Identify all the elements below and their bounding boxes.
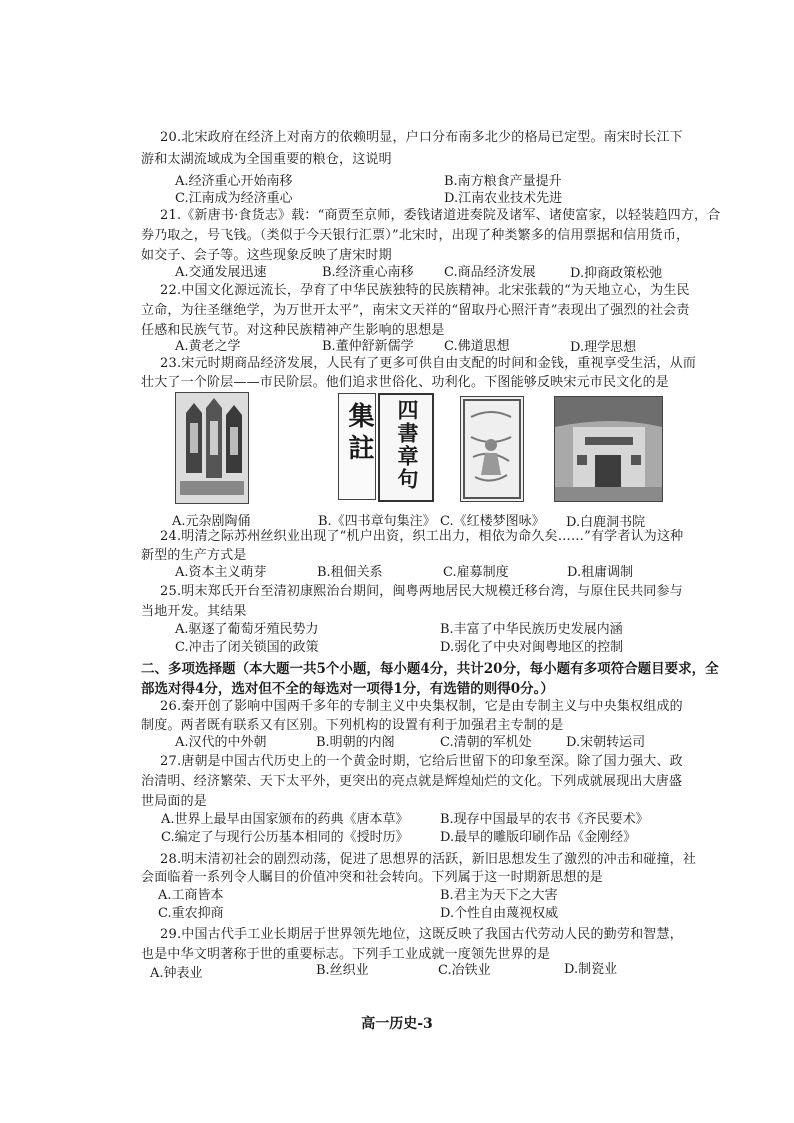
opera-figurines-icon	[176, 393, 248, 503]
q25-option-c: C.冲击了闭关锁国的政策	[175, 640, 319, 655]
page-footer: 高一历史-3	[361, 1016, 433, 1032]
q22-option-c: C.佛道思想	[444, 339, 510, 354]
q29-stem-line2: 也是中华文明著称于世的重要标志。下列手工业成就一度领先世界的是	[141, 947, 551, 962]
book-cover-title: 四書章句	[395, 399, 420, 491]
q28-option-b: B.君主为天下之大害	[440, 888, 558, 903]
q23-image-honglou-illustration	[460, 396, 524, 502]
q24-stem-line1: 24.明清之际苏州丝织业出现了“机户出资，织工出力，相依为命久矣……”有学者认为这种	[160, 529, 684, 544]
q21-stem-line3: 如交子、会子等。这些现象反映了唐宋时期	[141, 248, 392, 263]
q20-stem-line2: 游和太湖流域成为全国重要的粮仓，这说明	[141, 152, 392, 167]
q28-option-a: A.工商皆本	[158, 888, 224, 903]
q21-option-a: A.交通发展迅速	[175, 265, 267, 280]
q26-option-d: D.宋朝转运司	[566, 735, 646, 750]
q27-stem-line2: 治清明、经济繁荣、天下太平外，更突出的亮点就是辉煌灿烂的文化。下列成就展现出大唐盛	[141, 774, 683, 789]
q21-option-c: C.商品经济发展	[444, 265, 536, 280]
q20-option-d: D.江南农业技术先进	[444, 191, 563, 206]
q22-option-a: A.黄老之学	[175, 339, 241, 354]
illustration-icon	[461, 397, 523, 501]
q28-stem-line2: 会面临着一系列令人瞩目的价值冲突和社会转向。下列属于这一时期新思想的是	[141, 870, 604, 885]
q20-stem-line1: 20.北宋政府在经济上对南方的依赖明显，户口分布南多北少的格局已定型。南宋时长江下	[160, 130, 683, 145]
q22-stem-line2: 立命，为往圣继绝学，为万世开太平”，南宋文天祥的“留取丹心照汗青”表现出了强烈的社会责	[141, 303, 690, 318]
q27-stem-line3: 世局面的是	[141, 794, 208, 809]
q25-option-a: A.驱逐了葡萄牙殖民势力	[175, 622, 319, 637]
q28-option-d: D.个性自由蔑视权威	[440, 906, 559, 921]
q22-stem-line3: 任感和民族气节。对这种民族精神产生影响的思想是	[141, 323, 445, 338]
q27-option-d: D.最早的雕版印刷作品《金刚经》	[440, 830, 637, 845]
q24-option-b: B.租佃关系	[317, 565, 383, 580]
q29-option-b: B.丝织业	[316, 963, 369, 978]
q20-option-c: C.江南成为经济重心	[175, 191, 293, 206]
q27-option-c: C.编定了与现行公历基本相同的《授时历》	[161, 830, 409, 845]
q21-option-b: B.经济重心南移	[322, 265, 414, 280]
q28-stem-line1: 28.明末清初社会的剧烈动荡，促进了思想界的活跃，新旧思想发生了激烈的冲击和碰撞，社	[160, 852, 697, 867]
q23-option-d: D.白鹿洞书院	[566, 515, 646, 530]
q23-option-c: C.《红楼梦图咏》	[440, 514, 545, 529]
q23-stem-line2: 壮大了一个阶层——市民阶层。他们追求世俗化、功利化。下图能够反映宋元市民文化的是	[141, 375, 670, 390]
q20-option-b: B.南方粮食产量提升	[444, 174, 562, 189]
q25-option-d: D.弱化了中央对闽粤地区的控制	[440, 640, 624, 655]
q27-stem-line1: 27.唐朝是中国古代历史上的一个黄金时期，它给后世留下的印象至深。除了国力强大、政	[160, 754, 683, 769]
q21-option-d: D.抑商政策松弛	[570, 266, 663, 281]
q23-image-yuan-opera-figurines	[175, 392, 249, 504]
q23-stem-line1: 23.宋元时期商品经济发展，人民有了更多可供自由支配的时间和金钱，重视享受生活，从而	[160, 356, 697, 371]
q29-option-c: C.冶铁业	[438, 963, 491, 978]
q21-stem-line2: 券乃取之，号飞钱。（类似于今天银行汇票）”北宋时，出现了种类繁多的信用票据和信用货币，	[141, 228, 690, 243]
q28-option-c: C.重农抑商	[158, 906, 224, 921]
book-side-label: 集註	[344, 402, 374, 466]
q22-option-b: B.董仲舒新儒学	[322, 339, 414, 354]
q25-stem-line1: 25.明末郑氏开台至清初康熙治台期间，闽粤两地居民大规模迁移台湾，与原住民共同参与	[160, 584, 683, 599]
q23-image-book-side-label	[338, 393, 376, 500]
q26-option-b: B.明朝的内阁	[316, 735, 395, 750]
q22-option-d: D.理学思想	[570, 340, 637, 355]
q27-option-a: A.世界上最早由国家颁布的药典《唐本草》	[161, 812, 409, 827]
section2-header-line2: 部选对得4分，选对但不全的每选对一项得1分，有选错的则得0分。）	[141, 681, 554, 697]
q29-stem-line1: 29.中国古代手工业长期居于世界领先地位，这既反映了我国古代劳动人民的勤劳和智慧，	[160, 927, 683, 942]
q22-stem-line1: 22.中国文化源远流长，孕育了中华民族独特的民族精神。北宋张载的“为天地立心，为生民	[160, 283, 690, 298]
q23-image-bailudong-academy	[554, 396, 663, 502]
q20-option-a: A.经济重心开始南移	[175, 174, 293, 189]
q24-option-a: A.资本主义萌芽	[175, 565, 267, 580]
academy-gate-icon	[555, 397, 662, 501]
q26-option-a: A.汉代的中外朝	[175, 735, 267, 750]
q23-option-a: A.元杂剧陶俑	[172, 514, 251, 529]
section2-header-line1: 二、多项选择题（本大题一共5个小题，每小题4分，共计20分，每小题有多项符合题目要求，全	[141, 661, 719, 677]
q29-option-a: A.钟表业	[150, 966, 203, 981]
q27-option-b: B.现存中国最早的农书《齐民要术》	[440, 812, 649, 827]
q26-option-c: C.清朝的军机处	[440, 735, 532, 750]
q25-option-b: B.丰富了中华民族历史发展内涵	[440, 622, 623, 637]
q26-stem-line2: 制度。两者既有联系又有区别。下列机构的设置有利于加强君主专制的是	[141, 718, 564, 733]
q21-stem-line1: 21.《新唐书·食货志》载：“商贾至京师，委钱诸道进奏院及诸军、诸使富家，以轻装趋四方，合	[160, 208, 721, 223]
q29-option-d: D.制瓷业	[564, 962, 618, 977]
q24-option-c: C.雇募制度	[443, 565, 509, 580]
q26-stem-line1: 26.秦开创了影响中国两千多年的专制主义中央集权制，它是由专制主义与中央集权组成的	[160, 699, 683, 714]
q23-option-b: B.《四书章句集注》	[318, 514, 436, 529]
q25-stem-line2: 当地开发。其结果	[141, 604, 247, 619]
q24-option-d: D.租庸调制	[567, 565, 634, 580]
q24-stem-line2: 新型的生产方式是	[141, 548, 247, 563]
q23-image-book-cover	[378, 393, 434, 502]
